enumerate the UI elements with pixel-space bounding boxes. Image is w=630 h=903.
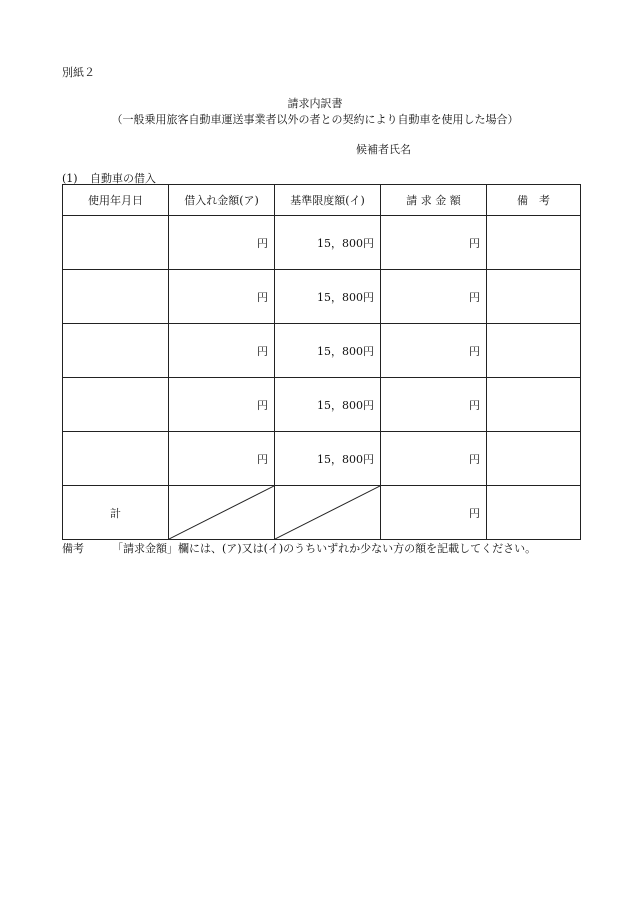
cell-claim-amount: 円 <box>381 270 487 324</box>
diagonal-line <box>275 486 380 539</box>
section-label: 自動車の借入 <box>90 172 156 185</box>
cell-remarks <box>487 378 581 432</box>
cell-standard-limit: 15，800円 <box>275 216 381 270</box>
diagonal-line <box>169 486 274 539</box>
loan-total-diagonal-cell <box>169 486 275 540</box>
cell-date <box>63 216 169 270</box>
candidate-name-label: 候補者氏名 <box>356 143 411 156</box>
header-claim-amount: 請 求 金 額 <box>381 185 487 216</box>
note-label: 備考 <box>62 542 84 555</box>
total-claim-amount: 円 <box>381 486 487 540</box>
document-subtitle: （一般乗用旅客自動車運送事業者以外の者との契約により自動車を使用した場合） <box>111 113 519 126</box>
cell-loan-amount: 円 <box>169 216 275 270</box>
header-remarks: 備 考 <box>487 185 581 216</box>
section-number: (1) <box>62 172 78 185</box>
cell-loan-amount: 円 <box>169 378 275 432</box>
cell-standard-limit: 15，800円 <box>275 432 381 486</box>
limit-total-diagonal-cell <box>275 486 381 540</box>
cell-date <box>63 378 169 432</box>
header-standard-limit: 基準限度額(イ) <box>275 185 381 216</box>
table-row <box>63 432 581 486</box>
cell-loan-amount: 円 <box>169 324 275 378</box>
table-row <box>63 324 581 378</box>
cell-loan-amount: 円 <box>169 432 275 486</box>
cell-claim-amount: 円 <box>381 432 487 486</box>
cell-standard-limit: 15，800円 <box>275 324 381 378</box>
table-row <box>63 270 581 324</box>
document-title: 請求内訳書 <box>287 97 343 110</box>
attachment-label: 別紙２ <box>62 66 95 79</box>
cell-remarks <box>487 324 581 378</box>
header-date: 使用年月日 <box>63 185 169 216</box>
claim-breakdown-table <box>62 184 581 540</box>
total-row <box>63 486 581 540</box>
cell-loan-amount: 円 <box>169 270 275 324</box>
table-row <box>63 378 581 432</box>
cell-claim-amount: 円 <box>381 378 487 432</box>
total-label: 計 <box>63 486 169 540</box>
header-loan-amount: 借入れ金額(ア) <box>169 185 275 216</box>
table-header-row <box>63 185 581 216</box>
total-remarks <box>487 486 581 540</box>
cell-date <box>63 270 169 324</box>
cell-claim-amount: 円 <box>381 216 487 270</box>
cell-standard-limit: 15，800円 <box>275 270 381 324</box>
cell-date <box>63 324 169 378</box>
cell-claim-amount: 円 <box>381 324 487 378</box>
cell-date <box>63 432 169 486</box>
cell-remarks <box>487 432 581 486</box>
cell-remarks <box>487 216 581 270</box>
table-row <box>63 216 581 270</box>
note <box>62 540 536 556</box>
cell-standard-limit: 15，800円 <box>275 378 381 432</box>
note-text: 「請求金額」欄には、(ア)又は(イ)のうちいずれか少ない方の額を記載してください。 <box>112 542 537 555</box>
cell-remarks <box>487 270 581 324</box>
